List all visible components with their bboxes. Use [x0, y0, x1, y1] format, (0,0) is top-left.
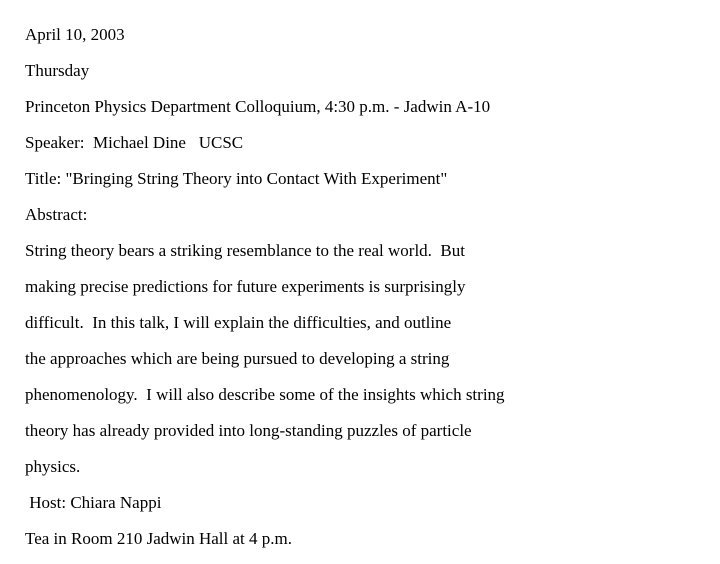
talk-title-line: Title: "Bringing String Theory into Contact With Experiment" — [25, 169, 448, 188]
abstract-line: making precise predictions for future experiments is surprisingly — [25, 277, 466, 296]
abstract-line: physics. — [25, 457, 81, 476]
abstract-line: difficult. In this talk, I will explain the difficulties, and outline — [25, 313, 452, 332]
speaker-line: Speaker: Michael Dine UCSC — [25, 133, 244, 152]
weekday-line: Thursday — [25, 61, 90, 80]
announcement-document — [25, 24, 705, 564]
abstract-label: Abstract: — [25, 205, 88, 224]
abstract-line: the approaches which are being pursued to developing a string — [25, 349, 450, 368]
host-line: Host: Chiara Nappi — [25, 493, 162, 512]
event-line: Princeton Physics Department Colloquium, 4:30 p.m. - Jadwin A-10 — [25, 97, 491, 116]
abstract-line: theory has already provided into long-standing puzzles of particle — [25, 421, 472, 440]
cut-off-line: Tea in Room 210 Jadwin Hall at 4 p.m. — [25, 529, 292, 548]
abstract-line: String theory bears a striking resemblance to the real world. But — [25, 241, 465, 260]
abstract-line: phenomenology. I will also describe some of the insights which string — [25, 385, 505, 404]
date-line: April 10, 2003 — [25, 25, 125, 44]
